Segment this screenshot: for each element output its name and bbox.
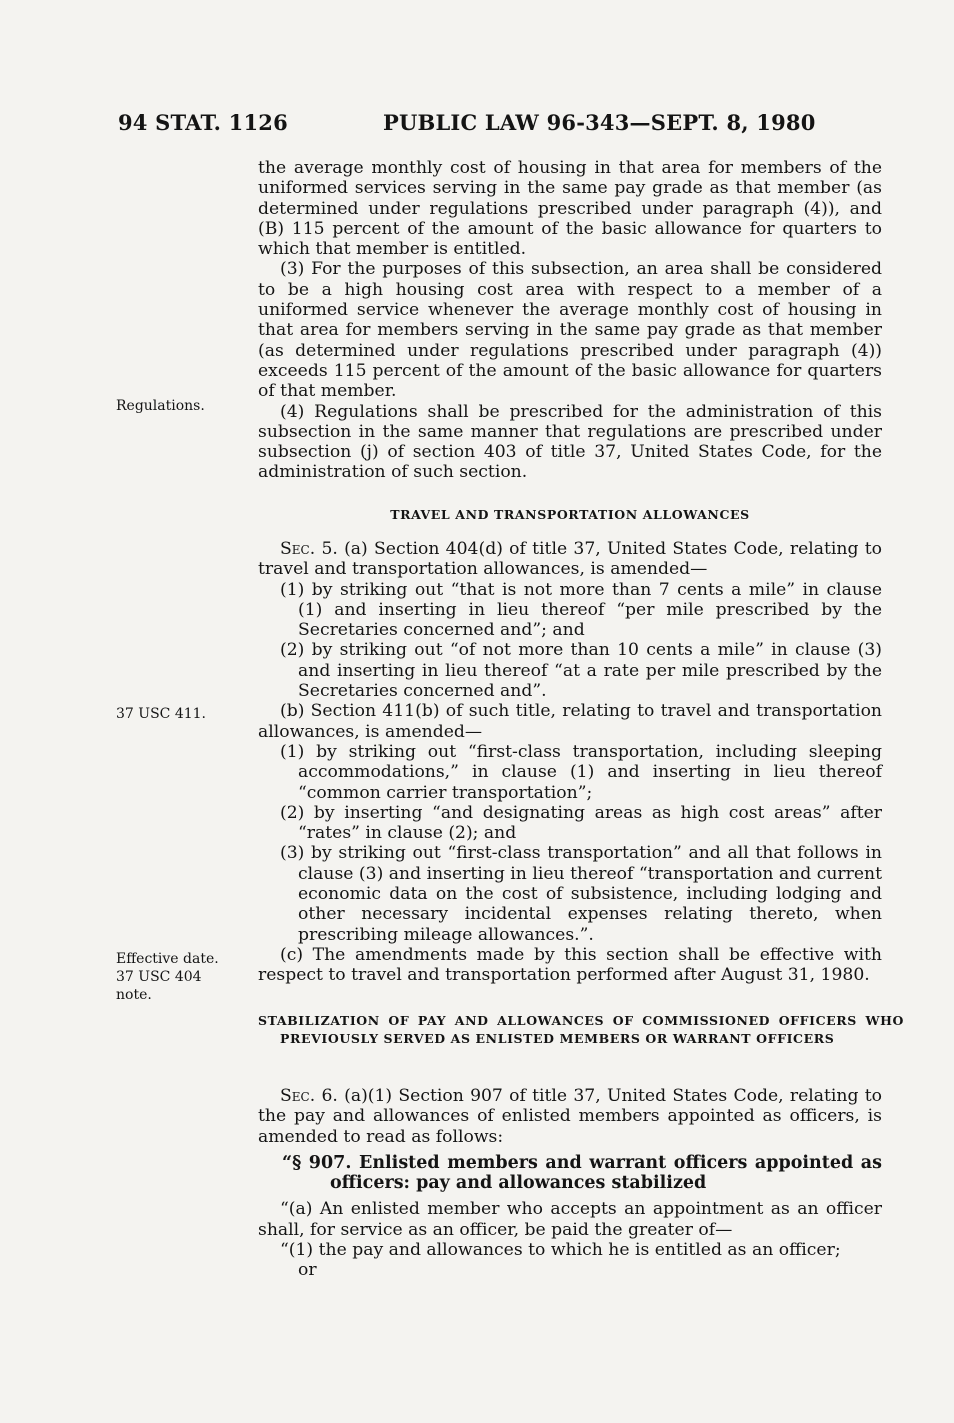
margin-note-usc-404-note: note. [116,987,152,1003]
list-item: “(1) the pay and allowances to which he is entitled as an officer; [280,1240,841,1261]
heading-travel: TRAVEL AND TRANSPORTATION ALLOWANCES [390,507,750,522]
section-6-label: Sec. 6. [280,1086,338,1106]
body-sec5 [258,539,882,986]
page-title: PUBLIC LAW 96-343—SEPT. 8, 1980 [383,110,816,135]
paragraph-b: (b) Section 411(b) of such title, relating to travel and transportation allowances, is amended— [258,701,882,742]
list-item: (3) by striking out “first-class transportation” and all that follows in clause (3) and inserting in lieu thereof “transportation and current economic data on the cost of subsistence, including lodging and other necessary incidental expenses relating thereto, when prescribing mileage allowances.”. [280,843,882,945]
body-sec6 [258,1086,882,1281]
margin-note-regulations: Regulations. [116,398,205,414]
margin-note-effective-label: Effective date. [116,951,219,967]
list-item-or: or [298,1260,317,1281]
list-item: (1) by striking out “that is not more than 7 cents a mile” in clause (1) and inserting in lieu thereof “per mile prescribed by the Secretaries concerned and”; and [280,579,882,641]
margin-note-usc-411: 37 USC 411. [116,706,206,722]
margin-note-usc-404: 37 USC 404 [116,969,202,985]
paragraph-4: (4) Regulations shall be prescribed for the administration of this subsection in the same manner that regulations are prescribed under subsection (j) of section 403 of title 37, United States Code, for the administration of such section. [258,401,882,483]
section-6-text: (a)(1) Section 907 of title 37, United States Code, relating to the pay and allowances of enlisted members appointed as officers, is amended to read as follows: [258,1086,883,1147]
heading-stabilization: STABILIZATION OF PAY AND ALLOWANCES OF COMMISSIONED OFFICERS WHO PREVIOUSLY SERVED AS ENLISTED MEMBERS OR WARRANT OFFICERS [258,1013,904,1046]
paragraph-c: (c) The amendments made by this section shall be effective with respect to travel and transportation performed after August 31, 1980. [258,944,882,986]
stat-reference: 94 STAT. 1126 [118,110,288,135]
paragraph-a-907: “(a) An enlisted member who accepts an appointment as an officer shall, for service as an officer, be paid the greater of— [258,1199,882,1240]
section-5-label: Sec. 5. [280,539,338,559]
section-6-intro [258,1086,882,1147]
list-item: (1) by striking out “first-class transportation, including sleeping accommodations,” in clause (1) and inserting in lieu thereof “common carrier transportation”; [280,741,882,803]
list-item: (2) by striking out “of not more than 10 cents a mile” in clause (3) and inserting in lieu thereof “at a rate per mile prescribed by the Secretaries concerned and”. [280,640,882,702]
section-5-text: (a) Section 404(d) of title 37, United States Code, relating to travel and transportation allowances, is amended— [258,539,882,580]
list-item: (2) by inserting “and designating areas as high cost areas” after “rates” in clause (2); and [280,802,882,844]
paragraph-3: (3) For the purposes of this subsection, an area shall be considered to be a high housing cost area with respect to a member of a uniformed service whenever the average monthly cost of housing in that area for members serving in the same pay grade as that member (as determined under regulations prescribed under paragraph (4)) exceeds 115 percent of the amount of the basic allowance for quarters of that member. [258,259,882,402]
paragraph-continuation: the average monthly cost of housing in that area for members of the uniformed services serving in the same pay grade as that member (as determined under regulations prescribed under paragraph (4)), and (B) 115 percent of the amount of the basic allowance for quarters to which that member is entitled. [258,158,882,260]
body-top [258,158,882,483]
section-907-heading: “§ 907. Enlisted members and warrant officers appointed as officers: pay and allowances stabilized [282,1152,882,1194]
section-5-intro [258,539,882,580]
margin-note-effective-date [116,950,219,1004]
